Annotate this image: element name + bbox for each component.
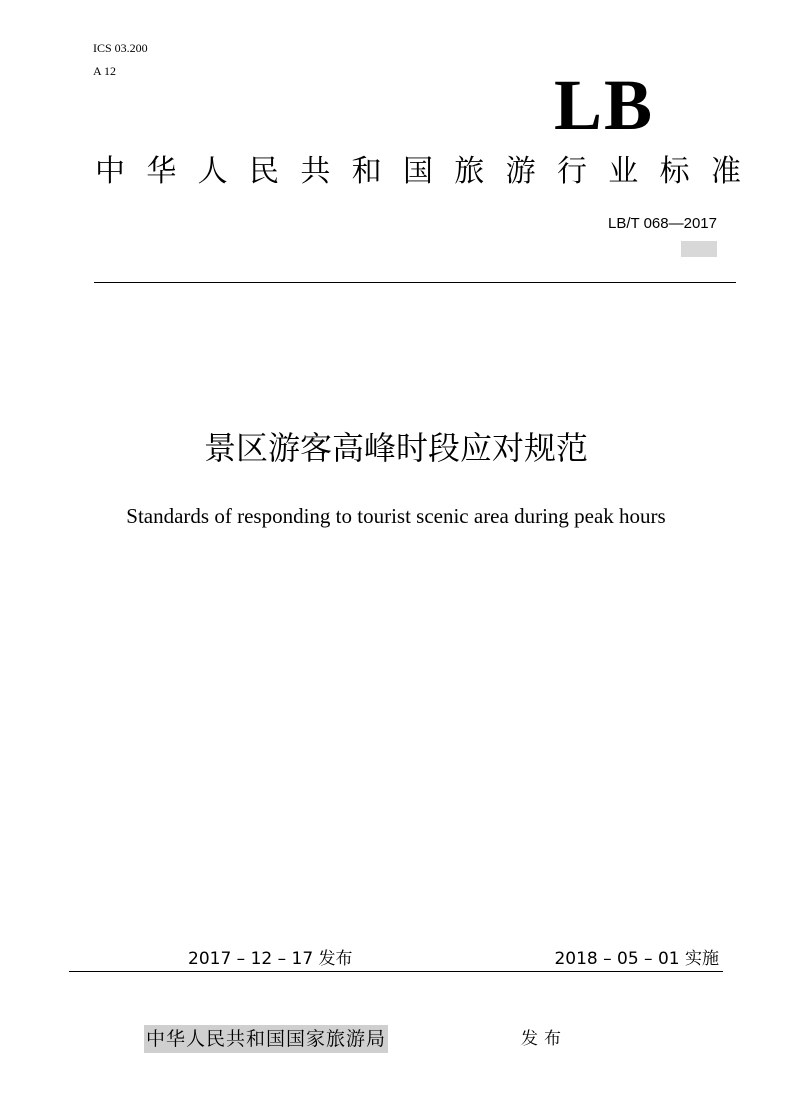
replaced-standard-box <box>681 241 717 257</box>
lb-logo: LB <box>554 65 655 145</box>
issue-label: 发布 <box>521 1029 567 1049</box>
english-title: Standards of responding to tourist scenic area during peak hours <box>126 504 666 528</box>
heading-char: 华 <box>146 154 177 189</box>
heading-char: 准 <box>710 154 741 189</box>
bottom-divider <box>69 971 723 972</box>
implementation-date: 2018 – 05 – 01 实施 <box>554 949 719 969</box>
heading-char: 旅 <box>454 154 485 189</box>
chinese-title: 景区游客高峰时段应对规范 <box>203 429 588 467</box>
classification-code: A 12 <box>93 64 117 78</box>
issue-date: 2017 – 12 – 17 发布 <box>188 949 353 969</box>
heading-char: 共 <box>300 154 331 189</box>
heading-char: 行 <box>556 154 587 189</box>
ics-code: ICS 03.200 <box>93 41 148 55</box>
heading-char: 游 <box>505 154 536 189</box>
issuing-authority: 中华人民共和国国家旅游局 <box>144 1025 388 1053</box>
heading-char: 标 <box>659 154 690 189</box>
heading-char: 民 <box>248 154 279 189</box>
standard-number: LB/T 068—2017 <box>608 215 717 232</box>
top-divider <box>94 282 736 283</box>
heading-char: 业 <box>608 154 639 189</box>
heading-char: 人 <box>197 154 228 189</box>
heading-char: 和 <box>351 154 382 189</box>
heading-char: 中 <box>95 154 125 189</box>
heading-char: 国 <box>402 154 433 189</box>
industry-standard-heading <box>95 152 741 192</box>
